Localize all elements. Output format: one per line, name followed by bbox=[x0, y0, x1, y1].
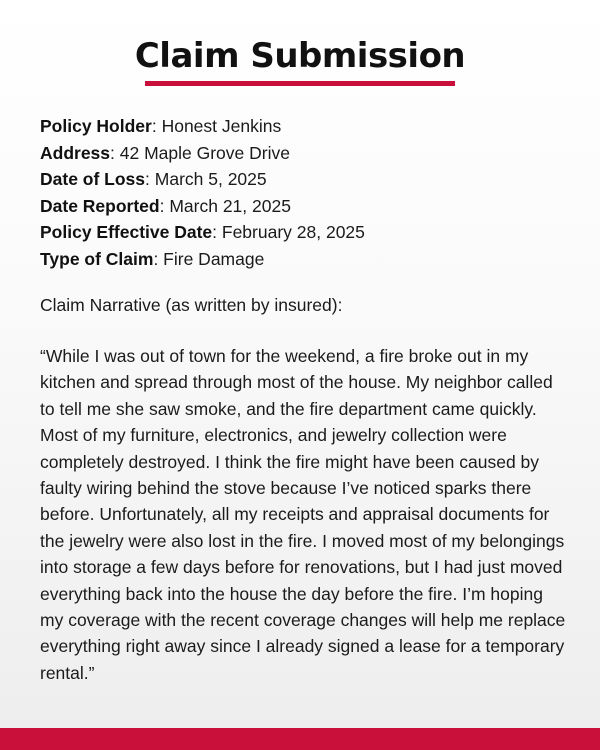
field-label: Date Reported bbox=[40, 195, 160, 216]
field-value: : March 21, 2025 bbox=[159, 195, 291, 216]
narrative-heading: Claim Narrative (as written by insured): bbox=[40, 295, 343, 315]
field-value: : March 5, 2025 bbox=[145, 169, 267, 190]
field-date-reported bbox=[40, 193, 570, 220]
narrative-text: “While I was out of town for the weekend, a fire broke out in my kitchen and spread through most of the house. My neighbor called to tell me she saw smoke, and the fire department came quickly. Most of my furniture, electronics, and jewelry collection were completely destroyed. I think the fire might have been caused by faulty wiring behind the stove because I’ve noticed sparks there before. Unfortunately, all my receipts and appraisal documents for the jewelry were also lost in the fire. I moved most of my belongings into storage a few days before for renovations, but I had just moved everything back into the house the day before the fire. I’m hoping my coverage with the recent coverage changes will help me replace everything right away since I already signed a lease for a temporary rental.” bbox=[40, 346, 566, 683]
field-label: Date of Loss bbox=[40, 169, 146, 190]
field-label: Type of Claim bbox=[40, 248, 154, 269]
page-title: Claim Submission bbox=[134, 36, 466, 76]
field-label: Policy Holder bbox=[40, 116, 152, 136]
footer-bar bbox=[0, 728, 600, 750]
field-value: : Honest Jenkins bbox=[151, 116, 282, 136]
claim-fields bbox=[40, 113, 570, 273]
title-underline bbox=[145, 81, 455, 86]
field-value: : Fire Damage bbox=[153, 248, 265, 269]
field-date-of-loss bbox=[40, 166, 570, 193]
field-label: Address bbox=[40, 142, 111, 163]
field-policy-holder bbox=[40, 113, 570, 140]
field-address bbox=[40, 140, 570, 167]
field-type-of-claim bbox=[40, 246, 570, 273]
field-policy-effective-date bbox=[40, 219, 570, 246]
field-value: : February 28, 2025 bbox=[212, 222, 365, 243]
field-value: : 42 Maple Grove Drive bbox=[110, 142, 290, 163]
field-label: Policy Effective Date bbox=[40, 222, 213, 243]
